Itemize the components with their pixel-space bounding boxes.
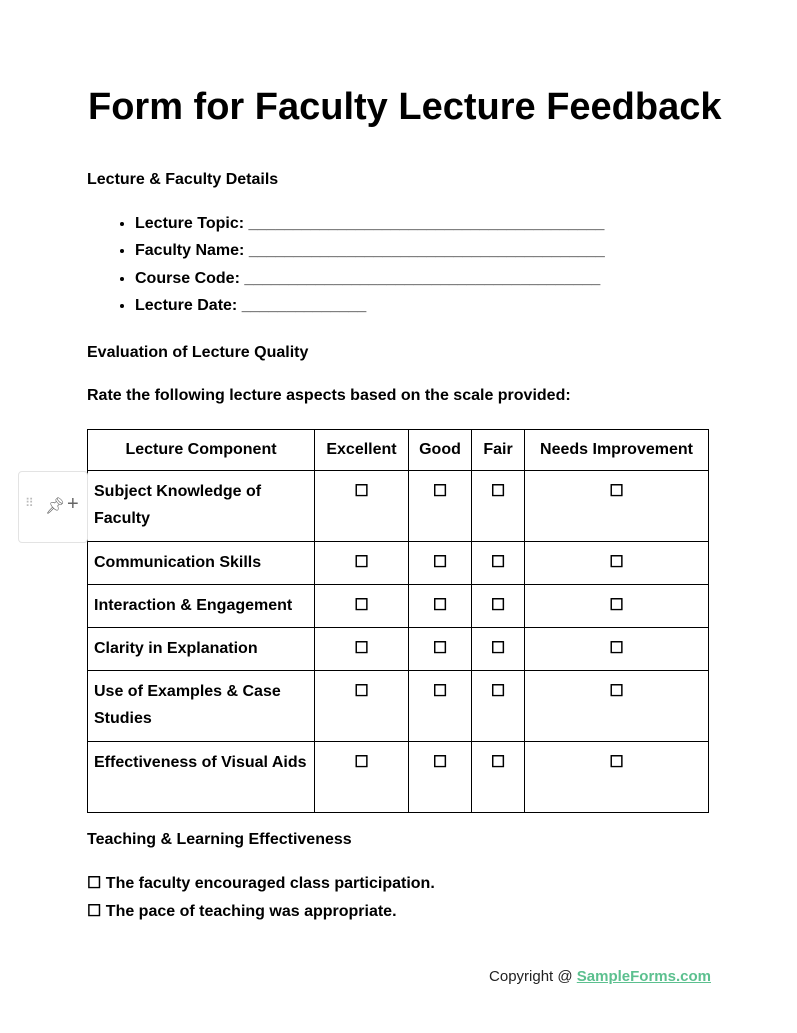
checkbox-excellent[interactable]: ☐ [315, 471, 409, 542]
field-course-code[interactable]: • Course Code: ________________________________________ [135, 265, 605, 292]
checkbox-excellent[interactable]: ☐ [315, 585, 409, 628]
table-row [88, 585, 709, 628]
checkbox-excellent[interactable]: ☐ [315, 671, 409, 742]
checkbox-excellent[interactable]: ☐ [315, 742, 409, 813]
header-good: Good [409, 430, 472, 471]
field-lecture-topic[interactable]: • Lecture Topic: ________________________________________ [135, 210, 605, 237]
component-label: Clarity in Explanation [88, 628, 315, 671]
table-row [88, 471, 709, 542]
checkbox-excellent[interactable]: ☐ [315, 542, 409, 585]
copyright-text: Copyright @ [489, 968, 577, 985]
instruction-text: Rate the following lecture aspects based on the scale provided: [87, 387, 571, 404]
table-row [88, 742, 709, 813]
checkbox-needs-improvement[interactable]: ☐ [525, 742, 709, 813]
table-row [88, 628, 709, 671]
checkbox-needs-improvement[interactable]: ☐ [525, 585, 709, 628]
checkbox-good[interactable]: ☐ [409, 742, 472, 813]
checkbox-fair[interactable]: ☐ [472, 471, 525, 542]
statement-participation[interactable]: ☐ The faculty encouraged class participation. [87, 875, 435, 892]
checkbox-fair[interactable]: ☐ [472, 628, 525, 671]
checkbox-good[interactable]: ☐ [409, 671, 472, 742]
checkbox-fair[interactable]: ☐ [472, 542, 525, 585]
section-heading-evaluation: Evaluation of Lecture Quality [87, 344, 309, 361]
header-component: Lecture Component [88, 430, 315, 471]
footer-copyright [489, 968, 711, 985]
checkbox-good[interactable]: ☐ [409, 628, 472, 671]
checkbox-needs-improvement[interactable]: ☐ [525, 542, 709, 585]
checkbox-good[interactable]: ☐ [409, 471, 472, 542]
checkbox-fair[interactable]: ☐ [472, 671, 525, 742]
page-title: Form for Faculty Lecture Feedback [88, 86, 722, 128]
details-list [87, 210, 605, 319]
add-icon[interactable]: + [67, 493, 79, 515]
component-label: Use of Examples & Case Studies [88, 671, 315, 742]
header-needs-improvement: Needs Improvement [525, 430, 709, 471]
checkbox-good[interactable]: ☐ [409, 542, 472, 585]
table-row [88, 671, 709, 742]
component-label: Interaction & Engagement [88, 585, 315, 628]
component-label: Effectiveness of Visual Aids [88, 742, 315, 813]
checkbox-fair[interactable]: ☐ [472, 742, 525, 813]
header-excellent: Excellent [315, 430, 409, 471]
drag-handle-icon[interactable]: ⠿ [25, 496, 34, 510]
checkbox-needs-improvement[interactable]: ☐ [525, 628, 709, 671]
section-heading-effectiveness: Teaching & Learning Effectiveness [87, 831, 352, 848]
section-heading-details: Lecture & Faculty Details [87, 171, 279, 188]
component-label: Subject Knowledge of Faculty [88, 471, 315, 542]
checkbox-fair[interactable]: ☐ [472, 585, 525, 628]
checkbox-needs-improvement[interactable]: ☐ [525, 471, 709, 542]
header-fair: Fair [472, 430, 525, 471]
field-lecture-date[interactable]: • Lecture Date: ______________ [135, 292, 605, 319]
checkbox-needs-improvement[interactable]: ☐ [525, 671, 709, 742]
statement-pace[interactable]: ☐ The pace of teaching was appropriate. [87, 903, 397, 920]
sampleforms-link[interactable]: SampleForms.com [576, 968, 711, 985]
block-handle-toolbar [18, 471, 88, 543]
checkbox-good[interactable]: ☐ [409, 585, 472, 628]
table-header-row [88, 430, 709, 471]
field-faculty-name[interactable]: • Faculty Name: ________________________________________ [135, 237, 605, 264]
rating-table [87, 429, 709, 813]
component-label: Communication Skills [88, 542, 315, 585]
pin-icon[interactable]: 📌︎ [45, 498, 66, 515]
table-row [88, 542, 709, 585]
checkbox-excellent[interactable]: ☐ [315, 628, 409, 671]
